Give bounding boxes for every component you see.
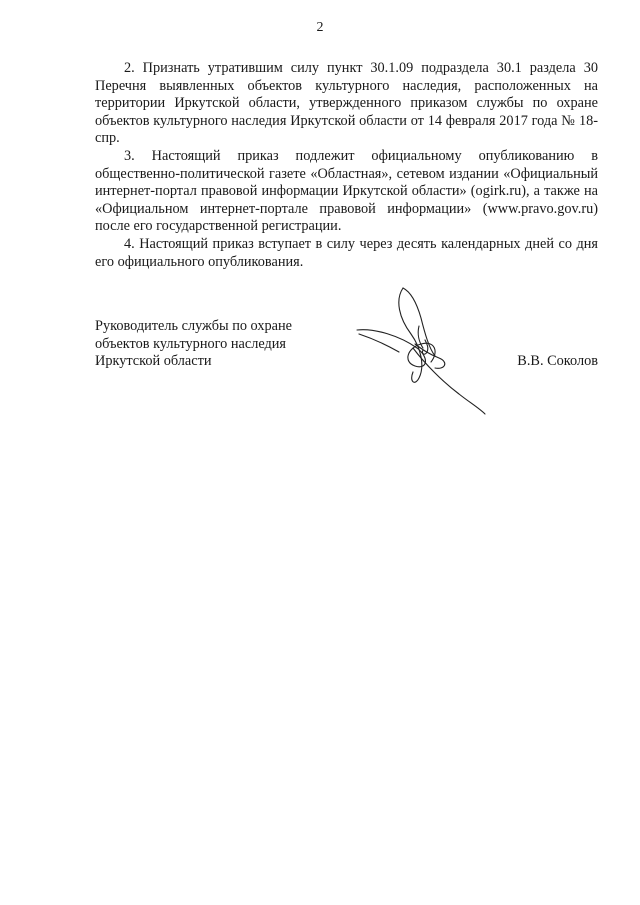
page-number: 2: [316, 20, 324, 35]
position-line: Иркутской области: [95, 353, 212, 370]
paragraph-3: 3. Настоящий приказ подлежит официальному опубликованию в общественно-политической газете «Областная», сетевом издании «Официальный интернет-портал правовой информации Иркутской области» (ogirk.ru), а также на «Официальном интернет-портале правовой информации» (www.pravo.gov.ru) после его государственной регистрации.: [95, 147, 598, 235]
position-line: Руководитель службы по охране: [95, 318, 292, 334]
document-body: [95, 60, 598, 271]
paragraph-2: 2. Признать утратившим силу пункт 30.1.09 подраздела 30.1 раздела 30 Перечня выявленных объектов культурного наследия, расположенных на территории Иркутской области, утвержденного приказом службы по охране объектов культурного наследия Иркутской области от 14 февраля 2017 года № 18-спр.: [95, 60, 598, 147]
signatory-position: [95, 318, 305, 371]
paragraph-4: 4. Настоящий приказ вступает в силу через десять календарных дней со дня его официального опубликования.: [95, 235, 598, 270]
position-line: объектов культурного наследия: [95, 335, 286, 352]
handwritten-signature: [355, 278, 495, 418]
signatory-name: В.В. Соколов: [517, 353, 598, 369]
